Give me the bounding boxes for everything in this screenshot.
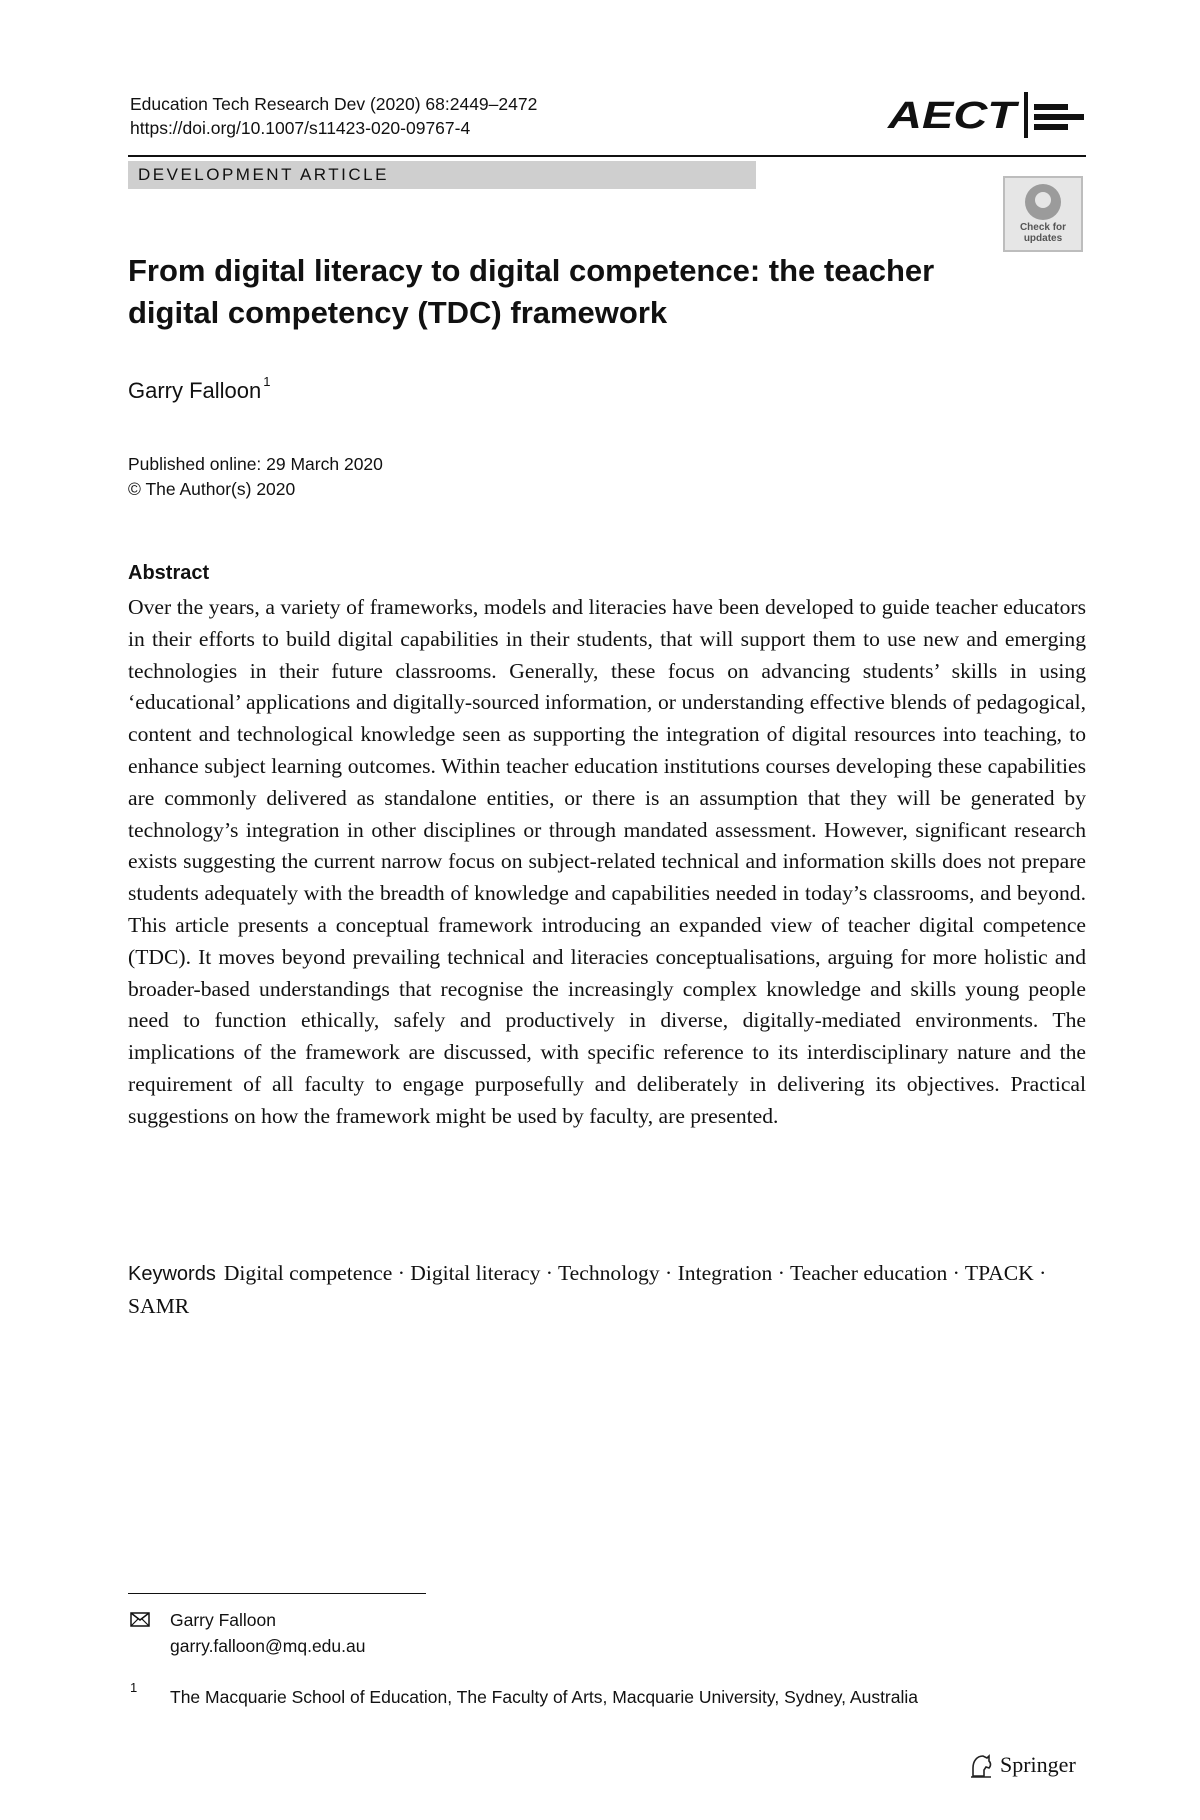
check-updates-label: Check for updates (1019, 222, 1067, 244)
publisher-name: Springer (1000, 1752, 1076, 1777)
affiliation-text: The Macquarie School of Education, The Faculty of Arts, Macquarie University, Sydney, Australia (170, 1687, 918, 1707)
corresponding-author-name: Garry Falloon (170, 1610, 277, 1630)
check-updates-icon (1025, 184, 1061, 220)
abstract-text: Over the years, a variety of frameworks, models and literacies have been developed to guide teacher educators in their efforts to build digital capabilities in their students, that will support them to use new and emerging technologies in their future classrooms. Generally, these focus on advancing students’ skills in using ‘educational’ applications and digitally-sourced information, or understanding effective blends of pedagogical, content and technological knowledge seen as supporting the integration of digital resources into teaching, to enhance subject learning outcomes. Within teacher education institutions courses developing these capabilities are commonly delivered as standalone entities, or there is an assumption that they will be generated by technology’s integration in other disciplines or through mandated assessment. However, significant research exists suggesting the current narrow focus on subject-related technical and information skills does not prepare students adequately with the breadth of knowledge and capabilities needed in today’s classrooms, and beyond. This article presents a conceptual framework introducing an expanded view of teacher digital competence (TDC). It moves beyond prevailing technical and literacies conceptualisations, arguing for more holistic and broader-based understandings that recognise the increasingly complex knowledge and skills young people need to function ethically, safely and productively in diverse, digitally-mediated environments. The implications of the framework are discussed, with specific reference to its interdisciplinary nature and the requirement of all faculty to engage purposefully and deliberately in delivering its objectives. Practical suggestions on how the framework might be used by faculty, are presented. (128, 595, 1086, 1128)
abstract-heading: Abstract (128, 562, 210, 584)
corresponding-author-email[interactable]: garry.falloon@mq.edu.au (170, 1636, 366, 1656)
keywords-label: Keywords (128, 1263, 216, 1285)
published-date: Published online: 29 March 2020 (128, 454, 383, 474)
doi-link[interactable]: https://doi.org/10.1007/s11423-020-09767-4 (130, 118, 471, 138)
check-for-updates-badge[interactable] (1003, 176, 1083, 252)
author-name[interactable]: Garry Falloon (128, 378, 262, 403)
footnote-rule (128, 1593, 426, 1594)
keywords (128, 1258, 1086, 1323)
header-rule (128, 155, 1086, 157)
keywords-list: Digital competence · Digital literacy · Technology · Integration · Teacher education · TPACK · SAMR (128, 1261, 1047, 1318)
author-affiliation-sup: 1 (263, 374, 271, 389)
article-title: From digital literacy to digital competence: the teacher digital competency (TDC) framework (128, 253, 935, 330)
affiliation-number: 1 (130, 1680, 138, 1695)
envelope-icon (130, 1612, 150, 1627)
springer-horse-icon (967, 1752, 995, 1780)
article-type-label: DEVELOPMENT ARTICLE (138, 165, 389, 184)
aect-logo-icon (886, 90, 1086, 140)
copyright: © The Author(s) 2020 (128, 479, 296, 499)
aect-logo-text: AECT (886, 95, 1020, 137)
author-line (128, 374, 271, 404)
journal-citation: Education Tech Research Dev (2020) 68:2449–2472 (130, 94, 538, 114)
